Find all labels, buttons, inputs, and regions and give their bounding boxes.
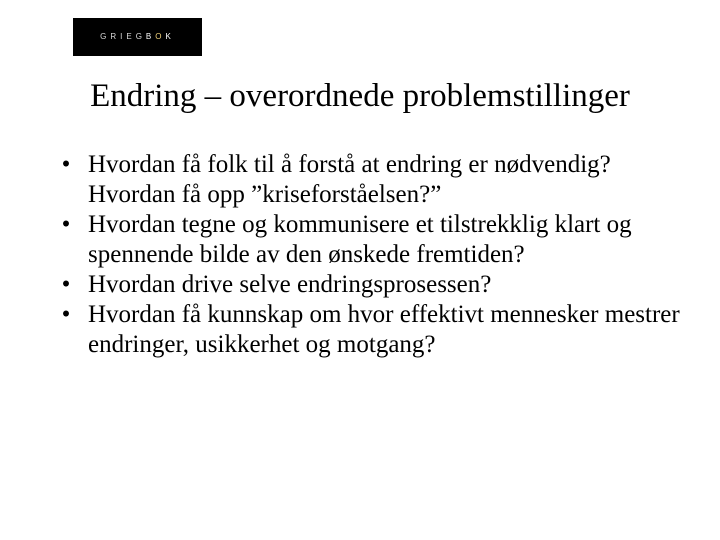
logo-wordmark-grieg: GRIEG	[100, 32, 146, 41]
bullet-text: Hvordan tegne og kommunisere et tilstrekklig klart og spennende bilde av den ønskede fremtiden?	[88, 211, 632, 268]
bullet-text: Hvordan få kunnskap om hvor effektivt mennesker mestrer endringer, usikkerhet og motgang?	[88, 301, 680, 358]
list-item	[56, 150, 696, 210]
slide-title: Endring – overordnede problemstillinger	[90, 78, 630, 114]
bullet-icon: •	[61, 271, 71, 298]
bullet-list	[56, 150, 696, 360]
list-item	[56, 300, 696, 360]
bullet-text: Hvordan få folk til å forstå at endring er nødvendig? Hvordan få opp ”kriseforståelsen?”	[88, 151, 611, 208]
list-item	[56, 270, 696, 300]
bullet-text: Hvordan drive selve endringsprosessen?	[88, 271, 492, 298]
bullet-icon: •	[61, 151, 71, 178]
bullet-icon: •	[61, 211, 71, 238]
list-item	[56, 210, 696, 270]
logo-wordmark-o: O	[155, 32, 166, 41]
logo-wordmark-k: K	[165, 32, 175, 41]
grieg-bok-logo	[73, 18, 202, 56]
logo-wordmark	[100, 33, 175, 41]
logo-wordmark-b: B	[145, 32, 156, 41]
bullet-icon: •	[61, 301, 71, 328]
